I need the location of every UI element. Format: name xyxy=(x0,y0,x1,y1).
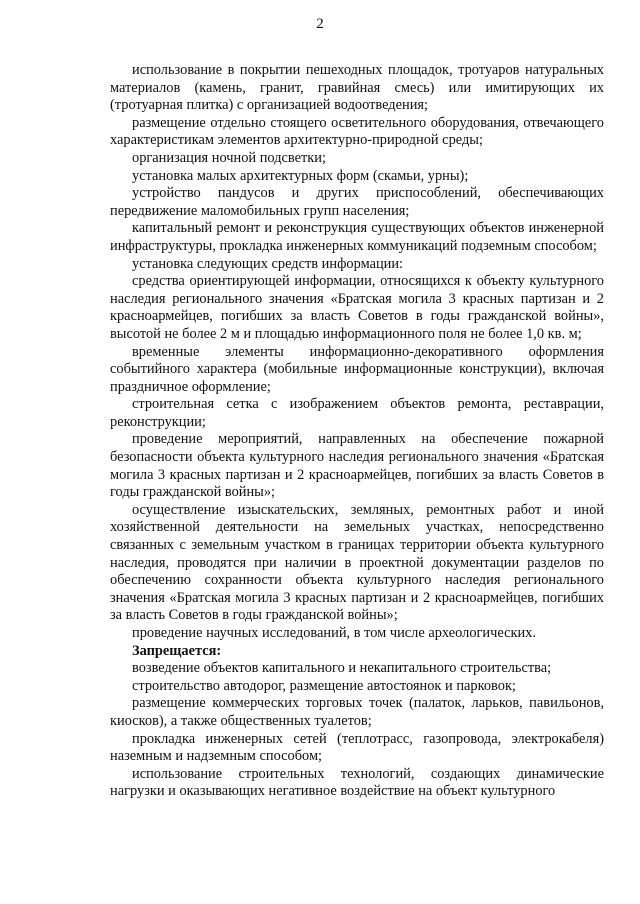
prohibited-heading: Запрещается: xyxy=(132,642,222,659)
prohibited-item: строительство автодорог, размещение автостоянок и парковок; xyxy=(132,677,516,694)
paragraph: осуществление изыскательских, земляных, ремонтных работ и иной хозяйственной деятельности на земельных участках, непосредственно связанных с земельным участком в границах территории объекта культурного наследия, проводятся при наличии в проектной документации разделов по обеспечению сохранности объекта культурного наследия регионального значения «Братская могила 3 красных партизан и 2 красноармейцев, погибших за власть Советов в годы гражданской войны»; xyxy=(110,501,604,624)
paragraph: устройство пандусов и других приспособлений, обеспечивающих передвижение маломобильных групп населения; xyxy=(110,185,604,219)
paragraph: временные элементы информационно-декоративного оформления событийного характера (мобильные информационные конструкции), включая праздничное оформление; xyxy=(110,343,604,395)
prohibited-item: возведение объектов капитального и некапитального строительства; xyxy=(132,660,552,677)
paragraph: установка малых архитектурных форм (скамьи, урны); xyxy=(132,167,469,184)
paragraph: средства ориентирующей информации, относящихся к объекту культурного наследия регионального значения «Братская могила 3 красных партизан и 2 красноармейцев, погибших за власть Советов в годы гражданской войны», высотой не более 2 м и площадью информационного поля не более 1,0 кв. м; xyxy=(110,273,604,342)
paragraph: проведение научных исследований, в том числе археологических. xyxy=(132,625,536,641)
paragraph: проведение мероприятий, направленных на обеспечение пожарной безопасности объекта культурного наследия регионального значения «Братская могила 3 красных партизан и 2 красноармейцев, погибших за власть Советов в годы гражданской войны»; xyxy=(110,431,604,501)
prohibited-item: размещение коммерческих торговых точек (палаток, ларьков, павильонов, киосков), а также общественных туалетов; xyxy=(110,695,604,729)
paragraph: строительная сетка с изображением объектов ремонта, реставрации, реконструкции; xyxy=(110,396,604,430)
paragraph: размещение отдельно стоящего осветительного оборудования, отвечающего характеристикам элементов архитектурно-природной среды; xyxy=(110,114,604,149)
paragraph: использование в покрытии пешеходных площадок, тротуаров натуральных материалов (камень, гранит, гравийная смесь) или имитирующих их (тротуарная плитка) с организацией водоотведения; xyxy=(110,62,604,114)
page-number: 2 xyxy=(316,16,324,32)
prohibited-item: использование строительных технологий, создающих динамические нагрузки и оказывающих негативное воздействие на объект культурного xyxy=(110,765,604,800)
paragraph: установка следующих средств информации: xyxy=(132,255,404,272)
paragraph: капитальный ремонт и реконструкция существующих объектов инженерной инфраструктуры, прокладка инженерных коммуникаций подземным способом; xyxy=(110,220,604,254)
paragraph: организация ночной подсветки; xyxy=(132,149,326,166)
document-body xyxy=(110,62,604,801)
prohibited-item: прокладка инженерных сетей (теплотрасс, газопровода, электрокабеля) наземным и надземным способом; xyxy=(110,730,604,765)
